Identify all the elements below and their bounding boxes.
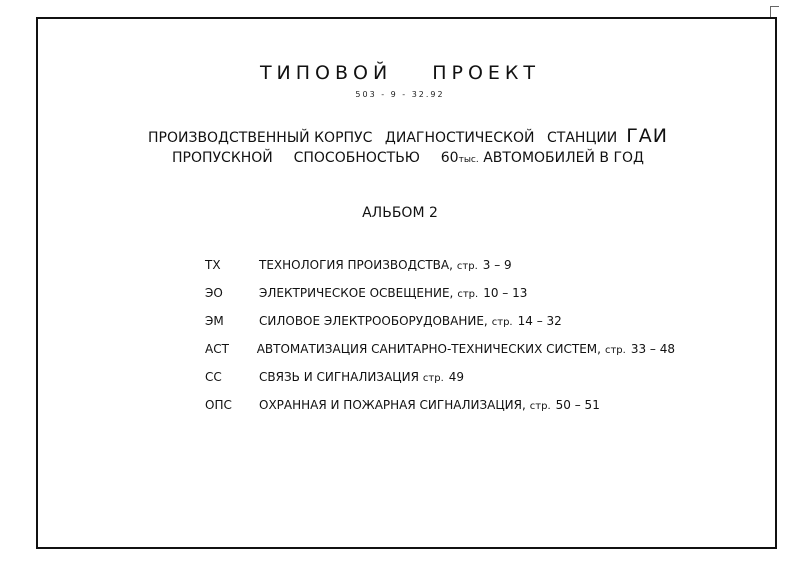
name-line1-word2: ДИАГНОСТИЧЕСКОЙ: [384, 130, 535, 146]
section-code: ОПС: [205, 398, 232, 412]
section-code: ЭМ: [205, 314, 224, 328]
page-prefix: стр.: [491, 317, 513, 328]
page-prefix: стр.: [456, 261, 478, 272]
name-line2-word2: СПОСОБНОСТЬЮ: [293, 150, 420, 166]
list-item: [205, 314, 675, 342]
name-line2-number: 60: [440, 150, 459, 166]
name-line2-unit: тыс.: [458, 155, 479, 165]
page-range: 10 – 13: [483, 286, 528, 300]
section-name: СИЛОВОЕ ЭЛЕКТРООБОРУДОВАНИЕ,: [259, 314, 488, 328]
corner-mark: [770, 6, 779, 17]
section-name: СВЯЗЬ И СИГНАЛИЗАЦИЯ: [259, 370, 419, 384]
section-code: СС: [205, 370, 222, 384]
page-prefix: стр.: [422, 373, 444, 384]
title-word-1: ТИПОВОЙ: [259, 62, 393, 84]
name-line1-word3-group: [547, 125, 668, 147]
section-code: ТХ: [205, 258, 221, 272]
section-code: ЭО: [205, 286, 223, 300]
page-prefix: стр.: [529, 401, 551, 412]
name-line2-capacity: [441, 150, 644, 166]
name-line2-word3: АВТОМОБИЛЕЙ В ГОД: [483, 150, 644, 166]
list-item: [205, 398, 675, 426]
section-name: ТЕХНОЛОГИЯ ПРОИЗВОДСТВА,: [259, 258, 453, 272]
project-name-line-1: [148, 125, 668, 147]
name-line1-word4: ГАИ: [626, 125, 668, 147]
title-word-2: ПРОЕКТ: [432, 62, 541, 84]
name-line1-word1: ПРОИЗВОДСТВЕННЫЙ КОРПУС: [148, 130, 373, 146]
contents-list: [205, 258, 675, 426]
page-prefix: стр.: [457, 289, 479, 300]
list-item: [205, 370, 675, 398]
section-name: ОХРАННАЯ И ПОЖАРНАЯ СИГНАЛИЗАЦИЯ,: [259, 398, 526, 412]
page-prefix: стр.: [604, 345, 626, 356]
page-range: 50 – 51: [555, 398, 600, 412]
list-item: [205, 258, 675, 286]
page-range: 3 – 9: [482, 258, 512, 272]
list-item: [205, 286, 675, 314]
project-code: 503 - 9 - 32.92: [355, 90, 445, 99]
section-name: АВТОМАТИЗАЦИЯ САНИТАРНО-ТЕХНИЧЕСКИХ СИСТЕМ,: [256, 342, 601, 356]
section-code: АСТ: [205, 342, 229, 356]
page-range: 49: [448, 370, 465, 384]
album-label: АЛЬБОМ 2: [362, 205, 438, 221]
page-range: 14 – 32: [517, 314, 562, 328]
page-range: 33 – 48: [630, 342, 675, 356]
name-line2-word1: ПРОПУСКНОЙ: [172, 150, 273, 166]
section-name: ЭЛЕКТРИЧЕСКОЕ ОСВЕЩЕНИЕ,: [259, 286, 454, 300]
name-line1-word3: СТАНЦИИ: [547, 130, 618, 146]
project-name-line-2: [172, 150, 644, 166]
document-title: [0, 62, 800, 84]
list-item: [205, 342, 675, 370]
